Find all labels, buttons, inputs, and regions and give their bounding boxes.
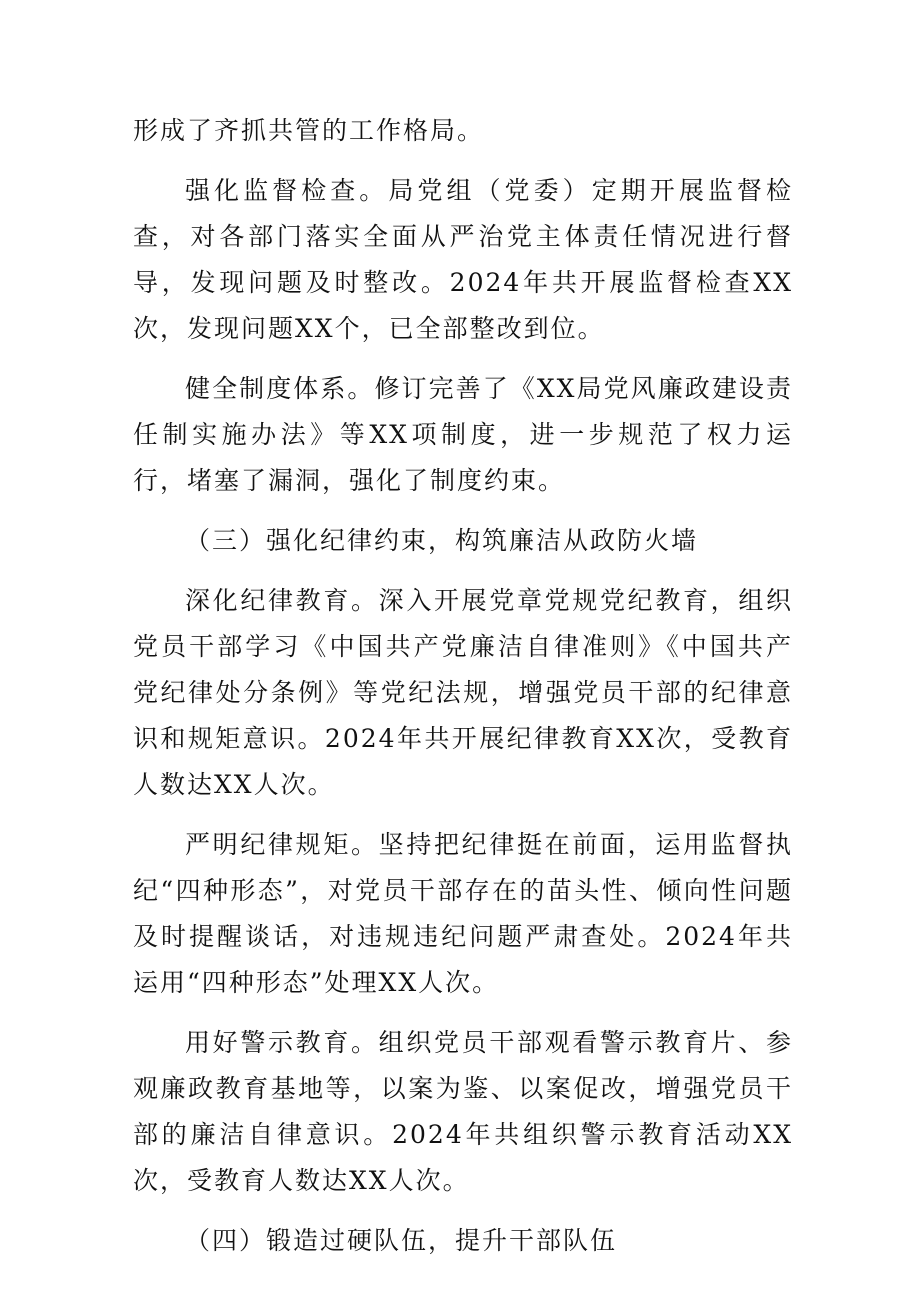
document-body xyxy=(133,108,793,1278)
paragraph-warning-education: 用好警示教育。组织党员干部观看警示教育片、参观廉政教育基地等，以案为鉴、以案促改，增强党员干部的廉洁自律意识。2024年共组织警示教育活动XX次，受教育人数达XX人次。 xyxy=(133,1028,793,1195)
paragraph-supervision: 强化监督检查。局党组（党委）定期开展监督检查，对各部门落实全面从严治党主体责任情况进行督导，发现问题及时整改。2024年共开展监督检查XX次，发现问题XX个，已全部整改到位。 xyxy=(133,176,793,343)
paragraph-discipline-education: 深化纪律教育。深入开展党章党规党纪教育，组织党员干部学习《中国共产党廉洁自律准则》《中国共产党纪律处分条例》等党纪法规，增强党员干部的纪律意识和规矩意识。2024年共开展纪律教育XX次，受教育人数达XX人次。 xyxy=(133,586,793,799)
section-heading-4: （四）锻造过硬队伍，提升干部队伍 xyxy=(185,1226,618,1255)
paragraph-continuation: 形成了齐抓共管的工作格局。 xyxy=(133,116,485,145)
paragraph-system: 健全制度体系。修订完善了《XX局党风廉政建设责任制实施办法》等XX项制度，进一步规范了权力运行，堵塞了漏洞，强化了制度约束。 xyxy=(133,374,793,495)
section-heading-3: （三）强化纪律约束，构筑廉洁从政防火墙 xyxy=(185,526,699,555)
paragraph-discipline-rules: 严明纪律规矩。坚持把纪律挺在前面，运用监督执纪“四种形态”，对党员干部存在的苗头性、倾向性问题及时提醒谈话，对违规违纪问题严肃查处。2024年共运用“四种形态”处理XX人次。 xyxy=(133,830,793,997)
